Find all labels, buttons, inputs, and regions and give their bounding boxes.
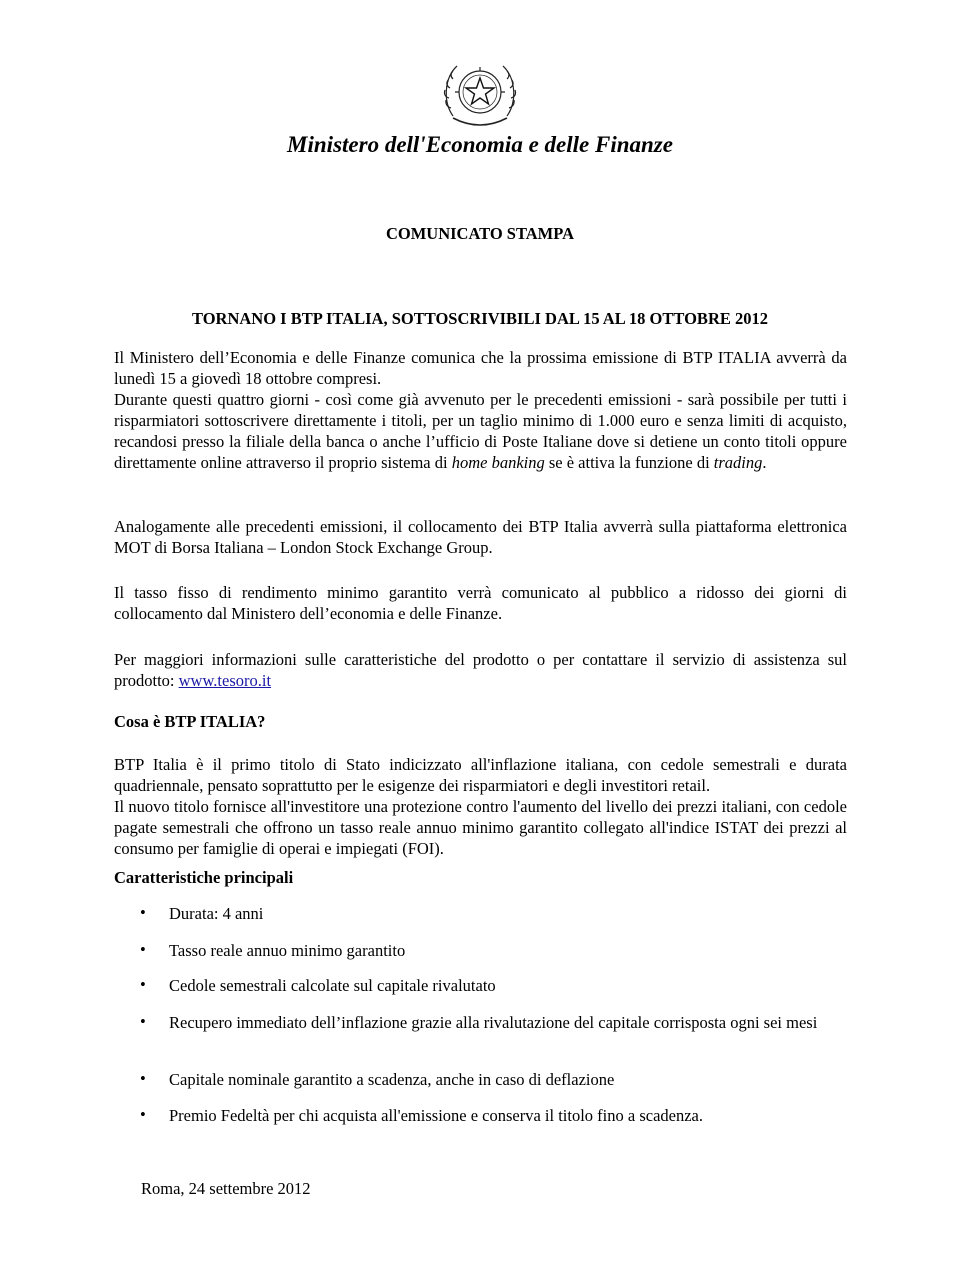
bullet-icon: • xyxy=(140,1012,146,1031)
emphasis-trading: trading xyxy=(713,453,763,472)
bullet-icon: • xyxy=(140,903,146,922)
list-item: Tasso reale annuo minimo garantito xyxy=(169,941,406,960)
list-item: Capitale nominale garantito a scadenza, anche in caso di deflazione xyxy=(169,1070,615,1089)
paragraph-rate: Il tasso fisso di rendimento minimo garantito verrà comunicato al pubblico a ridosso dei giorni di collocamento dal Ministero dell’economia e delle Finanze. xyxy=(114,583,847,623)
text-run: Durante questi quattro giorni - così come già avvenuto per le precedenti emissioni - sarà possibile per tutti i risparmiatori sottoscrivere direttamente i titoli, per un taglio minimo di 1.000 euro e senza limiti di acquisto, recandosi presso la filiale della banca o anche l’ufficio di Poste Italiane dove si detiene un conto titoli oppure direttamente online attraverso il proprio sistema di xyxy=(114,390,847,472)
list-item: Recupero immediato dell’inflazione grazie alla rivalutazione del capitale corrisposta ogni sei mesi xyxy=(169,1013,818,1032)
list-item: Cedole semestrali calcolate sul capitale rivalutato xyxy=(169,976,496,995)
page-title: TORNANO I BTP ITALIA, SOTTOSCRIVIBILI DAL 15 AL 18 OTTOBRE 2012 xyxy=(192,309,768,328)
paragraph-subscription xyxy=(114,389,847,473)
bullet-icon: • xyxy=(140,1105,146,1124)
document-type: COMUNICATO STAMPA xyxy=(385,224,575,243)
bullet-icon: • xyxy=(140,1069,146,1088)
text-run: Per maggiori informazioni sulle caratteristiche del prodotto o per contattare il servizio di assistenza sul prodotto: xyxy=(114,650,847,690)
list-item: Durata: 4 anni xyxy=(169,904,264,923)
text-run: se è attiva la funzione di xyxy=(544,453,714,472)
section-heading-features: Caratteristiche principali xyxy=(114,868,294,887)
italian-republic-emblem-icon xyxy=(441,54,519,134)
section-heading-what-is: Cosa è BTP ITALIA? xyxy=(114,712,266,731)
paragraph-description: BTP Italia è il primo titolo di Stato indicizzato all'inflazione italiana, con cedole semestrali e durata quadriennale, pensato soprattutto per le esigenze dei risparmiatori e degli investitori retail. xyxy=(114,755,847,795)
bullet-icon: • xyxy=(140,940,146,959)
paragraph-protection: Il nuovo titolo fornisce all'investitore una protezione contro l'aumento del livello dei prezzi italiani, con cedole pagate semestrali che offrono un tasso reale annuo minimo garantito collegato all'indice ISTAT dei prezzi al consumo per famiglie di operai e impiegati (FOI). xyxy=(114,797,847,858)
tesoro-link[interactable]: www.tesoro.it xyxy=(178,671,272,690)
paragraph-platform: Analogamente alle precedenti emissioni, il collocamento dei BTP Italia avverrà sulla piattaforma elettronica MOT di Borsa Italiana – London Stock Exchange Group. xyxy=(114,517,847,557)
bullet-icon: • xyxy=(140,975,146,994)
place-date: Roma, 24 settembre 2012 xyxy=(141,1179,311,1198)
ministry-title: Ministero dell'Economia e delle Finanze xyxy=(287,132,673,157)
paragraph-info xyxy=(114,649,847,691)
emphasis-home-banking: home banking xyxy=(451,453,545,472)
text-run: . xyxy=(762,453,767,472)
paragraph-intro: Il Ministero dell’Economia e delle Finanze comunica che la prossima emissione di BTP ITALIA avverrà da lunedì 15 a giovedì 18 ottobre compresi. xyxy=(114,348,847,388)
list-item: Premio Fedeltà per chi acquista all'emissione e conserva il titolo fino a scadenza. xyxy=(169,1106,704,1125)
